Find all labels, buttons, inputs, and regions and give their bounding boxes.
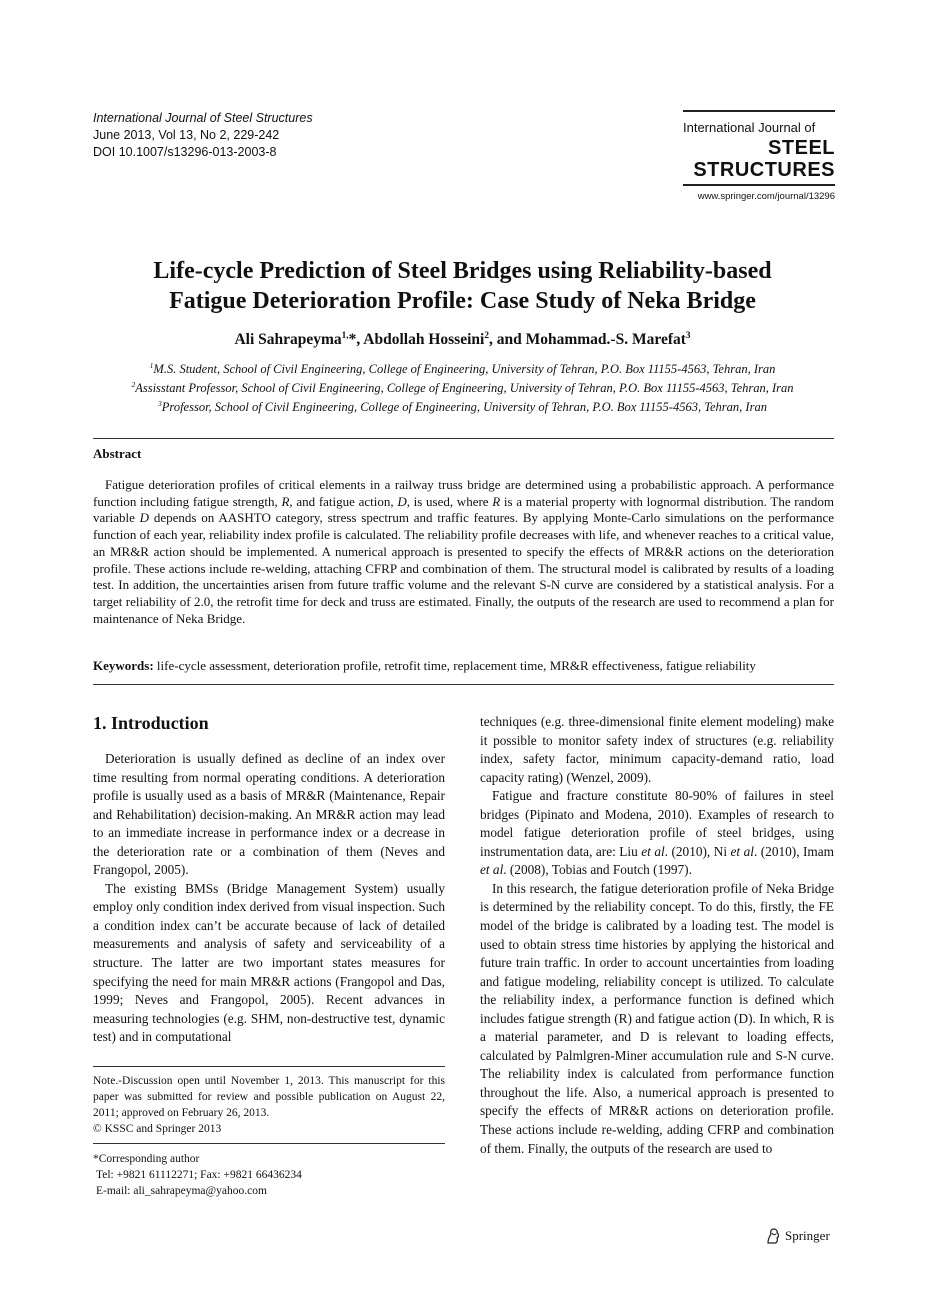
intro-text: . (2008), Tobias and Foutch (1997). (503, 862, 692, 878)
logo-url[interactable]: www.springer.com/journal/13296 (697, 190, 835, 202)
logo-line2: STEEL (768, 137, 835, 159)
affiliation-3-text: Professor, School of Civil Engineering, College of Engineering, University of Tehran, P.O. Box 11155-4563, Tehran, Iran (161, 400, 767, 414)
journal-info (93, 110, 313, 161)
affiliation-1-sup: 1 (149, 360, 154, 370)
author-sep: , and (488, 331, 522, 348)
intro-italic: et al (730, 843, 754, 859)
abstract-top-rule (93, 438, 834, 439)
springer-horse-icon (765, 1227, 781, 1245)
logo-line1: International Journal of (683, 120, 816, 135)
abstract-body (93, 477, 834, 627)
left-column (93, 750, 445, 1047)
title-line2: Fatigue Deterioration Profile: Case Study of Neka Bridge (169, 288, 756, 314)
publisher-name: Springer (785, 1228, 830, 1243)
logo-bottom-rule (683, 184, 835, 186)
intro-italic: et al (641, 843, 665, 859)
abstract-text-2: , and fatigue action, (289, 493, 398, 509)
abstract-var-d: D (397, 493, 407, 509)
copyright-text: © KSSC and Springer 2013 (93, 1123, 222, 1135)
author-2: Abdollah Hosseini (363, 331, 485, 348)
keywords-text: life-cycle assessment, deterioration profile, retrofit time, replacement time, MR&R effectiveness, fatigue reliability (153, 658, 756, 673)
footnote-rule (93, 1066, 445, 1067)
journal-doi: DOI 10.1007/s13296-013-2003-8 (93, 145, 277, 159)
affiliation-2-text: Assisstant Professor, School of Civil Engineering, College of Engineering, University of Tehran, P.O. Box 11155-4563, Tehran, Iran (135, 381, 794, 395)
abstract-text-1: Fatigue deterioration profiles of critical elements in a railway truss bridge are determined using a probabilistic approach. A performance function including fatigue strength, (93, 477, 834, 509)
journal-name: International Journal of Steel Structures (93, 111, 313, 125)
section-heading-introduction: 1. Introduction (93, 713, 209, 733)
logo-top-rule (683, 110, 835, 112)
intro-paragraph: Deterioration is usually defined as decline of an index over time resulting from normal operating conditions. A deterioration profile is usually used as a basis of MR&R (Maintenance, Repair and Rehabilitation) decision-making. An MR&R action may lead to an immediate increase in performance index or a decrease in the deterioration rate or a combination of them (Neves and Frangopol, 2005). (93, 751, 445, 878)
abstract-var-r: R (281, 493, 290, 509)
abstract-text-3: , is used, where (406, 493, 493, 509)
abstract-var-d: D (139, 510, 150, 526)
affiliation-3-sup: 3 (158, 398, 162, 408)
intro-paragraph: The existing BMSs (Bridge Management System) usually employ only condition index derived from visual inspection. Such a condition index can’t be accurate because of lack of detailed measurements and analysis of safety and serviceability of a structure. The latter are two important states measures for specifying the need for main MR&R actions (Frangopol and Das, 1999; Neves and Frangopol, 2005). Recent advances in measuring technologies (e.g. SHM, non-destructive test, dynamic test) and in computational (93, 880, 445, 1045)
discussion-note (93, 1073, 445, 1137)
corresponding-author (93, 1151, 445, 1199)
intro-text: Fatigue and fracture constitute 80-90% of failures in steel bridges (Pipinato and Modena, 2010). Examples of research to model fatigue deterioration profile of steel bridges, using instrumentation data, are: Liu (480, 788, 834, 859)
corresponding-email[interactable]: E-mail: ali_sahrapeyma@yahoo.com (96, 1185, 267, 1197)
abstract-heading: Abstract (93, 446, 142, 461)
intro-paragraph: In this research, the fatigue deterioration profile of Neka Bridge is determined by the reliability concept. To do this, firstly, the FE model of the bridge is calibrated by a loading test. The model is used to obtain stress time histories by applying the historical and future train traffic. In order to account uncertainties from loading and fatigue modeling, reliability concept is utilized. To calculate the reliability index, a performance function is defined which includes fatigue strength (R) and fatigue action (D). In which, R is a material parameter, and D is relevant to loading effects, calculated by Palmlgren-Miner accumulation rule and S-N curve. The reliability index is calculated from performance function throughout the life. Also, a numerical approach is presented to specify the effects of MR&R actions on deterioration profile. These actions include re-welding, adding CFRP and combination of them. Finally, the outputs of the research are used to (480, 880, 834, 1156)
affiliation-1 (60, 360, 865, 379)
author-2-sup: 2 (484, 330, 489, 341)
abstract-var-r: R (492, 493, 501, 509)
abstract-bottom-rule (93, 684, 834, 685)
intro-paragraph (480, 787, 834, 880)
affiliation-1-text: M.S. Student, School of Civil Engineering, College of Engineering, University of Tehran, P.O. Box 11155-4563, Tehran, Iran (153, 362, 776, 376)
affiliation-2-sup: 2 (131, 379, 136, 389)
corresponding-label: *Corresponding author (93, 1153, 200, 1165)
footnote-rule (93, 1143, 445, 1144)
author-1-sup: 1, (341, 330, 349, 341)
author-list (60, 331, 865, 349)
author-3: Mohammad.-S. Marefat (525, 331, 686, 348)
publisher-logo (765, 1227, 830, 1245)
affiliation-2 (60, 379, 865, 398)
title-line1: Life-cycle Prediction of Steel Bridges using Reliability-based (153, 258, 772, 284)
right-column (480, 713, 834, 1158)
corresponding-tel: Tel: +9821 61112271; Fax: +9821 66436234 (96, 1169, 302, 1181)
abstract-text-5: depends on AASHTO category, stress spectrum and traffic features. By applying Monte-Carlo simulations on the performance function of each year, reliability index profile is calculated. The reliability profile decreases with life, and whenever reaches to a critical value, an MR&R action should be implemented. A numerical approach is presented to specify the effects of MR&R actions on the deterioration profile. These actions include re-welding, attaching CFRP and combination of them. The structural model is calibrated by results of a loading test. In addition, the uncertainties arisen from future traffic volume and the relevant S-N curve are considered by a statistical analysis. For a target reliability of 2.0, the retrofit time for deck and truss are estimated. Finally, the outputs of the research are used to recommend a plan for maintenance of Neka Bridge. (93, 510, 834, 626)
paper-title (60, 256, 865, 316)
journal-issue: June 2013, Vol 13, No 2, 229-242 (93, 128, 280, 142)
intro-paragraph: techniques (e.g. three-dimensional finite element modeling) make it possible to monitor safety index of structures (e.g. reliability index, safety factor, minimum capacity-demand ratio, load capacity rating) (Wenzel, 2009). (480, 714, 834, 785)
intro-italic: et al (480, 862, 504, 878)
intro-text: . (2010), Ni (664, 843, 731, 859)
author-1: Ali Sahrapeyma (234, 331, 342, 348)
affiliations (60, 360, 865, 417)
author-1-star: *, (348, 331, 361, 348)
intro-text: . (2010), Imam (753, 843, 835, 859)
keywords (93, 658, 834, 674)
logo-line3: STRUCTURES (693, 159, 835, 181)
affiliation-3 (60, 398, 865, 417)
journal-logo (683, 110, 835, 202)
abstract-text-4: is a material property with lognormal distribution. The random variable (93, 493, 834, 526)
author-3-sup: 3 (685, 330, 691, 341)
note-text: Note.-Discussion open until November 1, 2013. This manuscript for this paper was submitted for review and possible publication on August 22, 2011; approved on February 26, 2013. (93, 1075, 445, 1119)
keywords-label: Keywords: (93, 658, 154, 673)
